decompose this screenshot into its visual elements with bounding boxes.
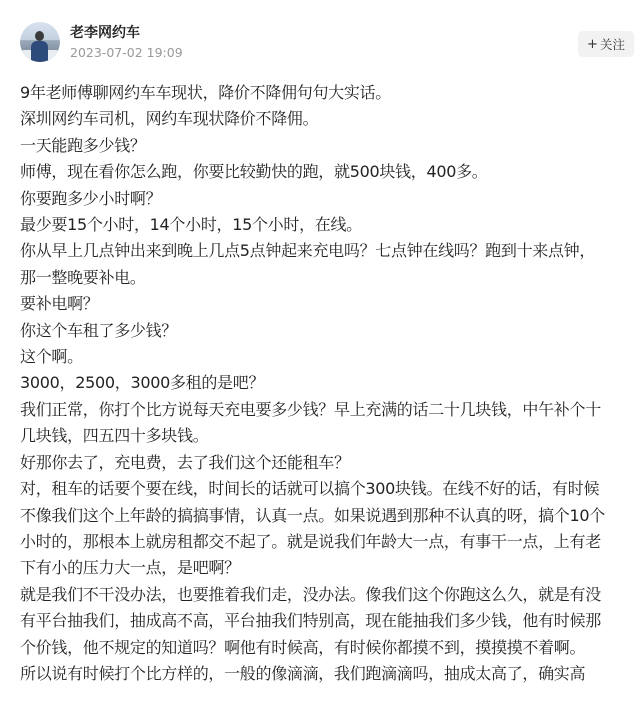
article-line: 你从早上几点钟出来到晚上几点5点钟起来充电吗？七点钟在线吗？跑到十来点钟， — [20, 241, 596, 261]
article-line: 深圳网约车司机，网约车现状降价不降佣。 — [20, 109, 319, 129]
article-line: 3000，2500，3000多租的是吧？ — [20, 373, 265, 393]
article-line: 那一整晚要补电。 — [20, 267, 146, 287]
article-line: 最少要15个小时，14个小时，15个小时，在线。 — [20, 215, 362, 235]
article-line: 所以说有时候打个比方样的，一般的像滴滴，我们跑滴滴吗，抽成太高了，确实高 — [20, 663, 586, 683]
avatar[interactable] — [20, 22, 60, 62]
author-name[interactable]: 老李网约车 — [70, 25, 140, 41]
post-header — [0, 0, 640, 76]
article-line: 就是我们不干没办法，也要推着我们走，没办法。像我们这个你跑这么久，就是有没 — [20, 584, 601, 604]
article-line: 有平台抽我们，抽成高不高，平台抽我们特别高，现在能抽我们多少钱，他有时候那 — [20, 611, 601, 631]
article-line: 要补电啊？ — [20, 294, 99, 314]
article-line: 师傅，现在看你怎么跑，你要比较勤快的跑，就500块钱，400多。 — [20, 162, 488, 182]
article-line: 你这个车租了多少钱？ — [20, 320, 178, 340]
article-line: 几块钱，四五四十多块钱。 — [20, 426, 209, 446]
avatar-person-body — [31, 41, 48, 62]
follow-button[interactable] — [578, 31, 634, 57]
post-timestamp: 2023-07-02 19:09 — [70, 45, 183, 60]
follow-label: 关注 — [599, 37, 625, 52]
article-line: 这个啊。 — [20, 347, 83, 367]
article-line: 对，租车的话要个要在线，时间长的话就可以搞个300块钱。在线不好的话，有时候 — [20, 479, 600, 499]
article-line: 我们正常，你打个比方说每天充电要多少钱？早上充满的话二十几块钱，中午补个十 — [20, 399, 601, 419]
avatar-person-head — [35, 31, 44, 41]
article-body — [20, 80, 636, 687]
article-line: 一天能跑多少钱？ — [20, 135, 146, 155]
article-line: 个价钱，他不规定的知道吗？啊他有时候高，有时候你都摸不到，摸摸摸不着啊。 — [20, 637, 586, 657]
article-line: 好那你去了，充电费，去了我们这个还能租车？ — [20, 452, 350, 472]
article-line: 你要跑多少小时啊？ — [20, 188, 162, 208]
article-line: 下有小的压力大一点，是吧啊？ — [20, 558, 240, 578]
article-line: 9年老师傅聊网约车车现状，降价不降佣句句大实话。 — [20, 83, 391, 102]
plus-icon: + — [587, 36, 598, 52]
article-line: 小时的，那根本上就房租都交不起了。就是说我们年龄大一点，有事干一点，上有老 — [20, 531, 601, 551]
article-line: 不像我们这个上年龄的搞搞事情，认真一点。如果说遇到那种不认真的呀，搞个10个 — [20, 505, 605, 525]
